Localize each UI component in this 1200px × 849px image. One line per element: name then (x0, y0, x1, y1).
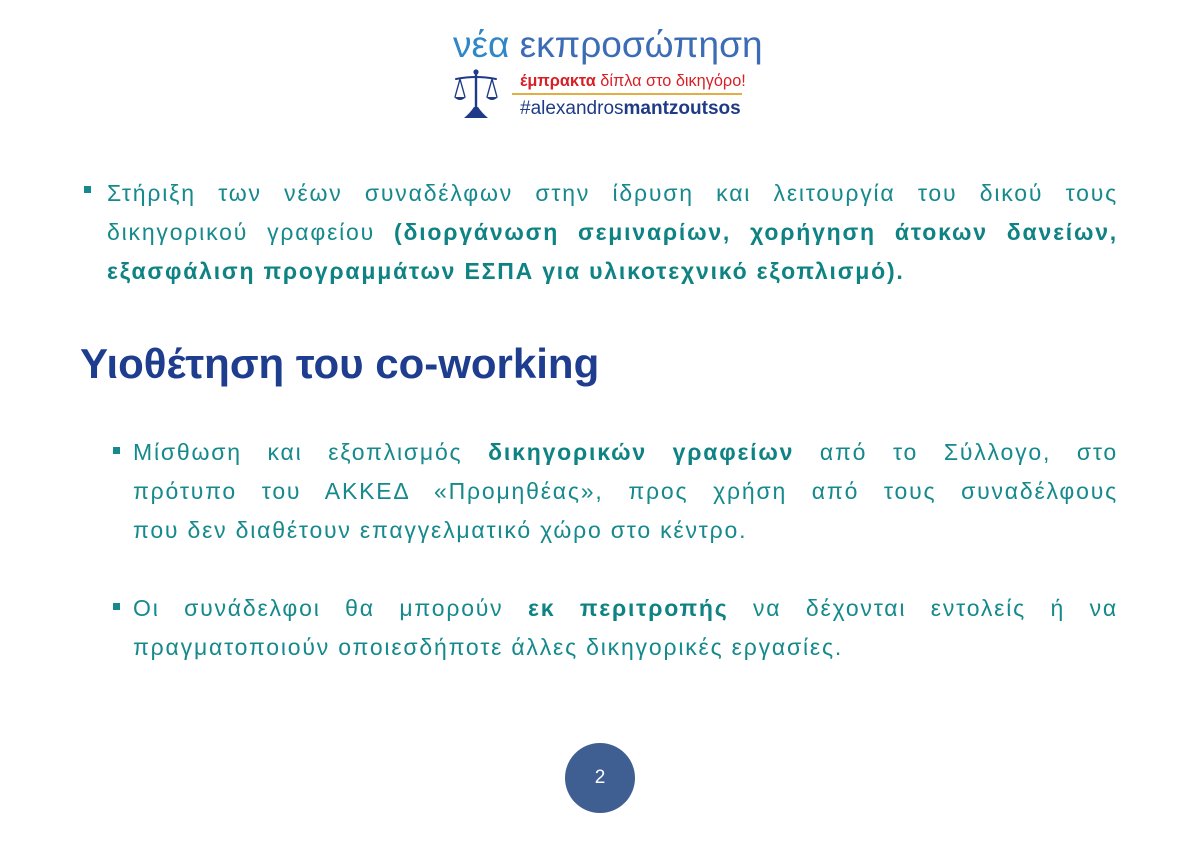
text-line (107, 213, 1118, 252)
intro-bullet-text (107, 174, 1118, 291)
text-run-bold: δικηγορικών γραφείων (488, 439, 795, 465)
text-run: πραγματοποιούν οποιεσδήποτε άλλες δικηγορικές εργασίες. (133, 634, 844, 660)
text-run-bold: (διοργάνωση σεμιναρίων, χορήγηση άτοκων δανείων, (394, 219, 1118, 245)
text-run: δικηγορικού γραφείου (107, 219, 395, 245)
text-line (133, 589, 1118, 628)
bullet-marker (113, 447, 120, 454)
page-number-badge (565, 743, 635, 813)
bullet-marker (84, 186, 91, 193)
brand-word-2: εκπροσώπηση (519, 24, 763, 65)
text-run: που δεν διαθέτουν επαγγελματικό χώρο στο κέντρο. (133, 517, 748, 543)
brand-title (453, 24, 763, 66)
hashtag (520, 98, 741, 120)
text-run: πρότυπο του ΑΚΚΕΔ «Προμηθέας», προς χρήση από τους συναδέλφους (133, 478, 1118, 504)
text-run: Μίσθωση και εξοπλισμός (133, 439, 489, 465)
text-run: Στήριξη των νέων συναδέλφων στην ίδρυση και λειτουργία του δικού τους (107, 180, 1118, 206)
section-heading: Υιοθέτηση του co-working (80, 340, 600, 387)
section-bullet-text (133, 589, 1118, 667)
page-number: 2 (594, 767, 606, 788)
text-line (107, 252, 1118, 291)
bullet-marker (113, 603, 120, 610)
tagline-bold: έμπρακτα (520, 72, 596, 90)
scales-of-justice-icon (454, 69, 498, 119)
text-run-bold: εξασφάλιση προγραμμάτων ΕΣΠΑ για υλικοτεχνικό εξοπλισμό). (107, 258, 905, 284)
text-run: Οι συνάδελφοι θα μπορούν (133, 595, 528, 621)
tagline-rest: δίπλα στο δικηγόρο! (595, 72, 746, 90)
tagline-divider (512, 93, 742, 95)
text-line (133, 511, 1118, 550)
text-line (133, 433, 1118, 472)
hashtag-bold: mantzoutsos (623, 98, 741, 119)
text-run-bold: εκ περιτροπής (527, 595, 729, 621)
text-run: να δέχονται εντολείς ή να (728, 595, 1118, 621)
brand-word-1: νέα (453, 24, 510, 65)
hashtag-prefix: #alexandros (520, 98, 624, 119)
text-line (133, 472, 1118, 511)
section-bullet-text (133, 433, 1118, 550)
text-run: από το Σύλλογο, στο (794, 439, 1119, 465)
text-line (133, 628, 1118, 667)
tagline (520, 72, 746, 90)
text-line (107, 174, 1118, 213)
